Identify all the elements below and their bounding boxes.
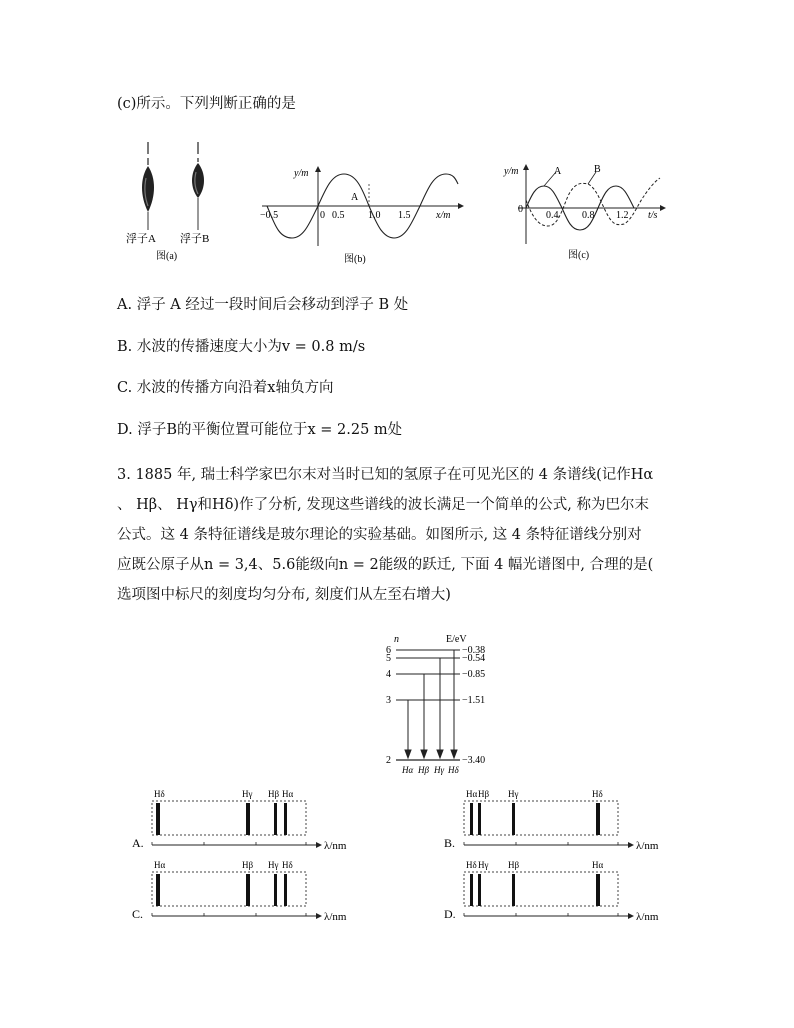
fig-c-caption: 图(c) <box>568 250 590 261</box>
intro-text: (c)所示。下列判断正确的是 <box>117 96 296 112</box>
spectrum-axis-unit: λ/nm <box>636 840 659 852</box>
fig-b-tick: −0.5 <box>260 210 279 221</box>
spectral-line-label: Hβ <box>508 860 520 870</box>
level-n: 4 <box>386 669 391 680</box>
spectral-line-label: Hα <box>466 789 478 799</box>
figure-b <box>258 160 468 268</box>
spectral-line-label: Hδ <box>466 860 477 870</box>
spectral-line-label: Hβ <box>478 789 490 799</box>
fig-c-point-a: A <box>554 166 562 177</box>
level-n: 5 <box>386 653 391 664</box>
level-energy: −0.54 <box>462 653 486 664</box>
spectral-line-label: Hγ <box>478 860 489 870</box>
level-energy: −0.85 <box>462 669 486 680</box>
fig-c-ylabel: y/m <box>504 166 519 177</box>
transition-arrows <box>405 650 457 758</box>
question-3-line: 3. 1885 年, 瑞士科学家巴尔末对当时已知的氢原子在可见光区的 4 条谱线(记作Hα <box>117 467 654 483</box>
spectral-line-label: Hβ <box>242 860 254 870</box>
spectrum-option-b <box>440 785 702 855</box>
level-n: 3 <box>386 695 391 706</box>
figure-a <box>118 138 228 264</box>
spectrum-axis-unit: λ/nm <box>636 911 659 923</box>
level-n: 2 <box>386 755 391 766</box>
option-b: B. 水波的传播速度大小为v = 0.8 m/s <box>117 339 366 355</box>
spectrum-option-d <box>440 856 702 926</box>
spectrum-axis-unit: λ/nm <box>324 840 347 852</box>
float-b-icon <box>192 142 204 230</box>
fig-c-tick: 0.4 <box>546 210 559 221</box>
fig-b-xlabel: x/m <box>436 210 451 221</box>
question-3-line: 、 Hβ、 Hγ和Hδ)作了分析, 发现这些谱线的波长满足一个简单的公式, 称为巴尔末 <box>117 497 650 513</box>
spectrum-option-label: C. <box>132 907 144 921</box>
fig-c-point-b: B <box>594 164 601 175</box>
option-a: A. 浮子 A 经过一段时间后会移动到浮子 B 处 <box>117 297 409 313</box>
fig-a-caption: 图(a) <box>156 251 178 262</box>
spectrum-option-label: D. <box>444 907 456 921</box>
spectrum-option-a <box>128 785 390 855</box>
question-3-line: 应既公原子从n = 3,4、5.6能级向n = 2能级的跃迁, 下面 4 幅光谱图中, 合理的是( <box>117 557 654 573</box>
transition-label: Hγ <box>434 765 445 775</box>
energy-level-diagram <box>378 630 518 780</box>
transition-labels <box>401 765 459 775</box>
level-labels-e <box>462 645 485 766</box>
spectral-line-label: Hα <box>282 789 294 799</box>
level-n: 6 <box>386 645 391 656</box>
fig-b-caption: 图(b) <box>344 254 366 265</box>
energy-levels <box>396 650 460 760</box>
spectral-line-label: Hβ <box>268 789 280 799</box>
level-energy: −0.38 <box>462 645 486 656</box>
spectrum-option-c <box>128 856 390 926</box>
question-3 <box>117 460 682 610</box>
spectral-line-label: Hγ <box>242 789 253 799</box>
level-energy: −3.40 <box>462 755 486 766</box>
fig-c-tick: 1.2 <box>616 210 629 221</box>
transition-label: Hα <box>402 765 414 775</box>
fig-b-origin: 0 <box>320 210 325 221</box>
fig-c-xlabel: t/s <box>648 210 658 221</box>
float-a-icon <box>142 142 154 230</box>
fig-b-tick: 0.5 <box>332 210 345 221</box>
transition-label: Hβ <box>418 765 429 775</box>
spectral-line-label: Hδ <box>282 860 293 870</box>
spectral-line-label: Hδ <box>154 789 165 799</box>
fig-c-tick: 0.8 <box>582 210 595 221</box>
question-3-line: 选项图中标尺的刻度均匀分布, 刻度们从左至右增大) <box>117 587 451 603</box>
spectral-line-label: Hδ <box>592 789 603 799</box>
option-d: D. 浮子B的平衡位置可能位于x = 2.25 m处 <box>117 422 403 438</box>
float-b-label: 浮子B <box>180 233 210 245</box>
figure-c <box>498 160 678 265</box>
float-a-label: 浮子A <box>126 233 156 245</box>
spectrum-option-label: A. <box>132 836 144 850</box>
question-3-line: 公式。这 4 条特征谱线是玻尔理论的实验基础。如图所示, 这 4 条特征谱线分别对 <box>117 527 642 543</box>
spectral-line-label: Hγ <box>508 789 519 799</box>
fig-b-ylabel: y/m <box>294 168 309 179</box>
fig-c-origin: 0 <box>518 204 523 215</box>
fig-b-tick: 1.5 <box>398 210 411 221</box>
transition-label: Hδ <box>448 765 459 775</box>
fig-b-tick: 1.0 <box>368 210 381 221</box>
spectral-line-label: Hγ <box>268 860 279 870</box>
level-energy: −1.51 <box>462 695 486 706</box>
fig-b-point-a: A <box>351 192 359 203</box>
level-labels-n <box>386 645 391 766</box>
option-c: C. 水波的传播方向沿着x轴负方向 <box>117 380 334 396</box>
energy-n-label: n <box>394 634 399 645</box>
spectrum-option-label: B. <box>444 836 456 850</box>
spectral-line-label: Hα <box>154 860 166 870</box>
energy-e-label: E/eV <box>446 634 467 645</box>
spectrum-axis-unit: λ/nm <box>324 911 347 923</box>
spectral-line-label: Hα <box>592 860 604 870</box>
